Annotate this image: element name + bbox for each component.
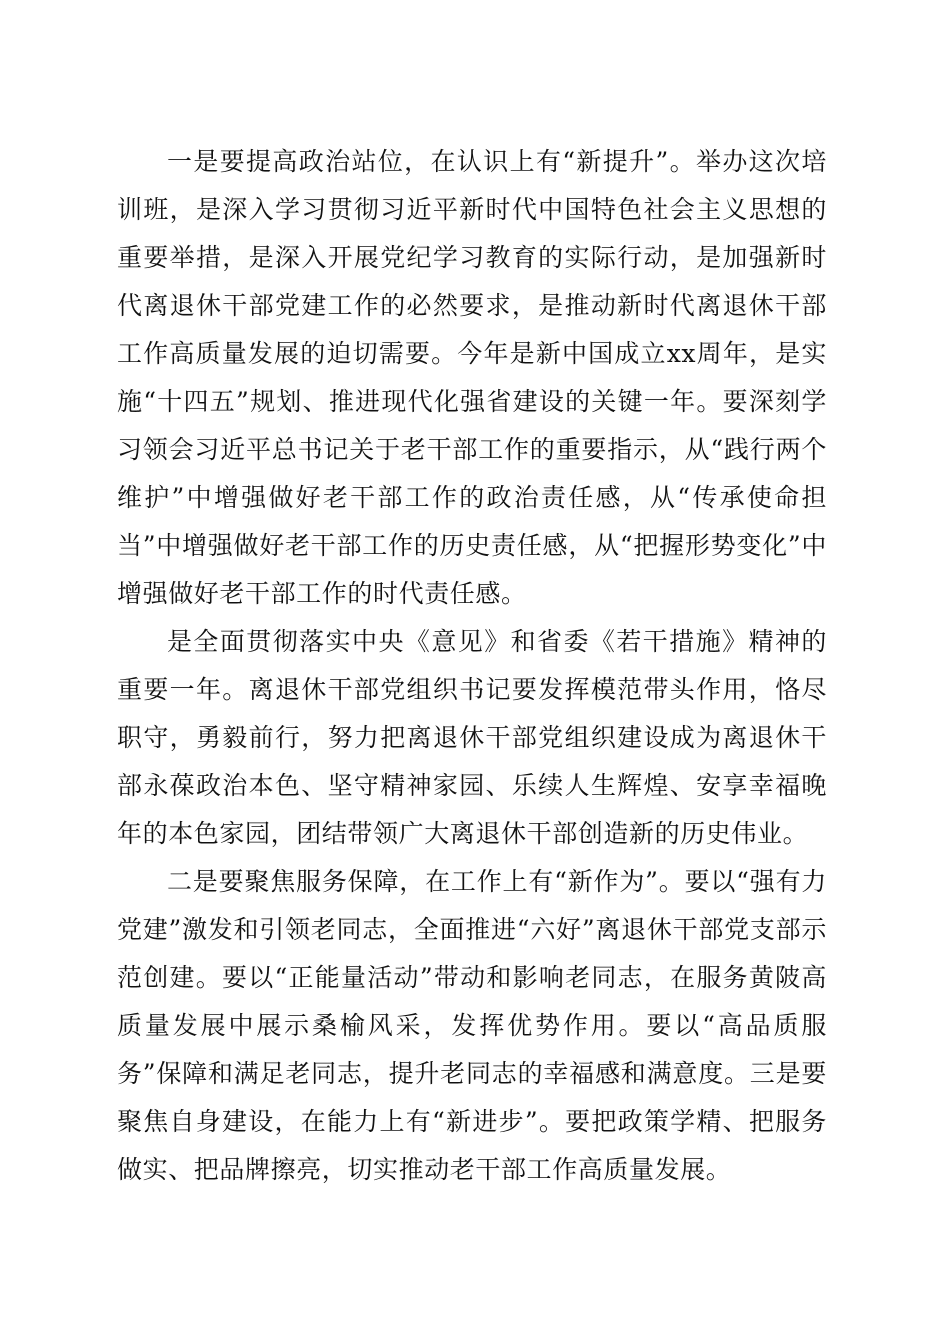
paragraph-3: 二是要聚焦服务保障，在工作上有“新作为”。要以“强有力党建”激发和引领老同志，全面推进“六好”离退休干部党支部示范创建。要以“正能量活动”带动和影响老同志，在服务黄陂高质量发展中展示桑榆风采，发挥优势作用。要以“高品质服务”保障和满足老同志，提升老同志的幸福感和满意度。三是要聚焦自身建设，在能力上有“新进步”。要把政策学精、把服务做实、把品牌擦亮，切实推动老干部工作高质量发展。 — [117, 867, 827, 1184]
document-page — [117, 138, 827, 1194]
paragraph-2: 是全面贯彻落实中央《意见》和省委《若干措施》精神的重要一年。离退休干部党组织书记要发挥模范带头作用，恪尽职守，勇毅前行，努力把离退休干部党组织建设成为离退休干部永葆政治本色、坚守精神家园、乐续人生辉煌、安享幸福晚年的本色家园，团结带领广大离退休干部创造新的历史伟业。 — [117, 627, 827, 848]
paragraph-1: 一是要提高政治站位，在认识上有“新提升”。举办这次培训班，是深入学习贯彻习近平新时代中国特色社会主义思想的重要举措，是深入开展党纪学习教育的实际行动，是加强新时代离退休干部党建工作的必然要求，是推动新时代离退休干部工作高质量发展的迫切需要。今年是新中国成立xx周年，是实施“十四五”规划、推进现代化强省建设的关键一年。要深刻学习领会习近平总书记关于老干部工作的重要指示，从“践行两个维护”中增强做好老干部工作的政治责任感，从“传承使命担当”中增强做好老干部工作的历史责任感，从“把握形势变化”中增强做好老干部工作的时代责任感。 — [117, 147, 827, 608]
